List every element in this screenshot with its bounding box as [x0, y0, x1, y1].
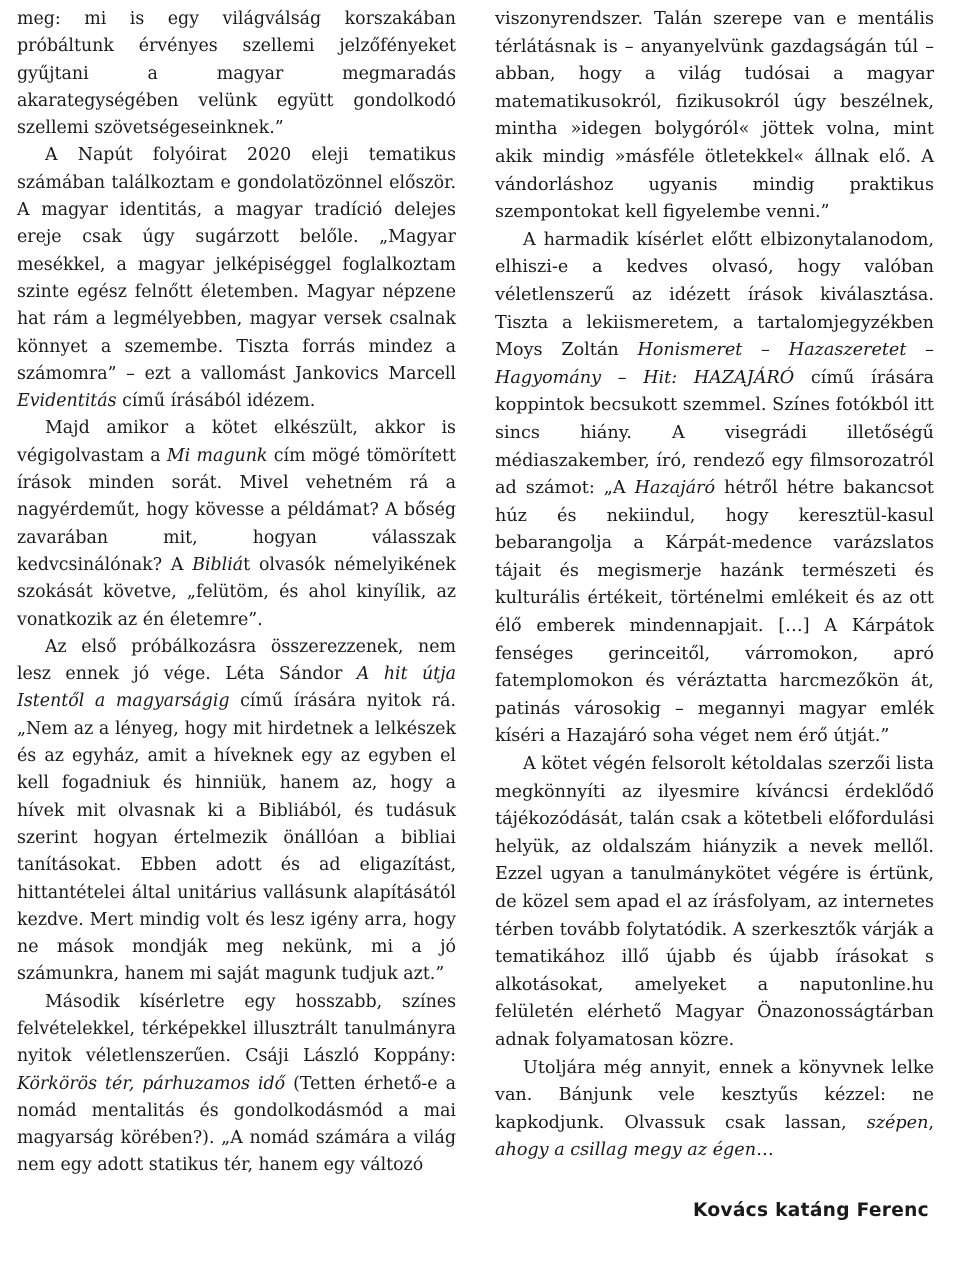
- text-run: Az első próbálkozásra összerezzenek, nem lesz ennek jó vége. Léta Sándor: [17, 636, 456, 685]
- text-run: című írására nyitok rá. „Nem az a lényeg, hogy mit hirdetnek a lelkészek és az egyház, amit a híveknek egy az egyben el kell fogadniuk és hinniük, hanem az, hogy a hívek mit olvasnak ki a Bibliából, és tudásuk szerint hogyan értelmezik önállóan a bibliai tanításokat. Ebben adott és ad eligazítást, hittantételei által unitárius vallásunk alapításától kezdve. Mert mindig volt és lesz igény arra, hogy ne mások mondják meg nekünk, mi a jó számunkra, hanem mi saját magunk tudjuk azt.”: [17, 691, 456, 985]
- text-run: ,: [928, 1112, 934, 1133]
- paragraph: [495, 751, 934, 1055]
- text-run: (Tetten érhető-e a nomád mentalitás és gondolkodásmód a mai magyarság körében?). „A nomád számára a világ nem egy adott statikus tér, hanem egy változó: [17, 1073, 456, 1176]
- paragraph: [17, 142, 456, 415]
- text-run: t olvasók némelyikének szokását követve, „felütöm, és ahol kinyílik, az vonatkozik az én életemre”.: [17, 554, 456, 630]
- italic-title: Evidentitás: [17, 391, 117, 412]
- text-run: A Napút folyóirat 2020 eleji tematikus számában találkoztam e gondolatözönnel először. A magyar identitás, a magyar tradíció delejes ereje csak úgy sugárzott belőle. „Magyar mesékkel, a magyar jelképiséggel foglalkoztam szinte egész felnőtt életemben. Magyar népzene hat rám a legmélyebben, magyar versek csalnak könnyet a szemembe. Tiszta forrás mindez a számomra” – ezt a vallomást Jankovics Marcell: [17, 145, 456, 384]
- paragraph: [17, 6, 456, 142]
- text-run: című írásából idézem.: [116, 391, 316, 412]
- italic-title: Mi magunk: [166, 445, 268, 466]
- text-run: hétről hétre bakancsot húz és nekiindul, hogy keresztül-kasul bebarangolja a Kárpát-medence varázslatos tájait és megismerje hazánk természeti és kulturális értékeit, történelmi emlékeit és az ott élő emberek mindennapjait. […] A Kárpátok fenséges gerinceitől, várromokon, apró fatemplomokon és véráztatta harcmezőkön át, patinás városokig – megannyi magyar emlék kíséri a Hazajáró soha véget nem érő útját.”: [495, 478, 934, 747]
- left-column: [17, 6, 456, 1180]
- italic-title: Bibliá: [192, 554, 244, 575]
- italic-title: A hit útja Istentől a magyarságig: [17, 664, 456, 712]
- text-run: Második kísérletre egy hosszabb, színes felvételekkel, térképekkel illusztrált tanulmányra nyitok véletlenszerűen. Csáji László Koppány:: [17, 991, 456, 1067]
- author-signature: Kovács katáng Ferenc: [692, 1200, 929, 1221]
- paragraph: [17, 415, 456, 633]
- text-run: …: [756, 1140, 774, 1161]
- paragraph: [495, 1055, 934, 1165]
- text-run: című írására koppintok becsukott szemmel. Színes fotókból itt sincs hiány. A visegrádi illetőségű médiaszakember, író, rendező egy filmsorozatról ad számot: „A: [495, 367, 934, 499]
- italic-phrase: ahogy a csillag megy az égen: [495, 1140, 757, 1161]
- text-run: meg: mi is egy világválság korszakában próbáltunk érvényes szellemi jelzőfényeket gyűjtani a magyar megmaradás akarategységében velünk együtt gondolkodó szellemi szövetségeseinknek.”: [17, 9, 456, 139]
- paragraph: [495, 227, 934, 751]
- italic-title: Körkörös tér, párhuzamos idő: [17, 1073, 286, 1094]
- text-run: viszonyrendszer. Talán szerepe van e mentális térlátásnak is – anyanyelvünk gazdagságán túl – abban, hogy a világ tudósai a magyar matematikusokról, fizikusokról úgy beszélnek, mintha »idegen bolygóról« jöttek volna, mint akik mindig »másféle ötletekkel« állnak elő. A vándorláshoz ugyanis mindig praktikus szempontokat kell figyelembe venni.”: [495, 9, 934, 223]
- right-column: [495, 6, 934, 1165]
- text-run: A kötet végén felsorolt kétoldalas szerzői lista megkönnyíti az ilyesmire kíváncsi érdeklődő tájékozódását, talán csak a kötetbeli előfordulási helyük, az oldalszám hiányzik a nevek mellől. Ezzel ugyan a tanulmánykötet végére is értünk, de közel sem apad el az írásfolyam, az internetes térben tovább folytatódik. A szerkesztők várják a tematikához illő újabb és újabb írásokat s alkotásokat, amelyeket a naputonline.hu felületén elérhető Magyar Önazonosságtárban adnak folyamatosan közre.: [495, 754, 935, 1050]
- italic-word: szépen: [866, 1112, 929, 1133]
- italic-title: Hazajáró: [634, 478, 716, 499]
- text-run: cím mögé tömörített írások minden sorát. Mivel vehetném rá a nagyérdeműt, hogy kövesse a példámat? A bőség zavarában mit, hogyan válasszak kedvcsinálónak? A: [17, 445, 456, 575]
- text-run: Majd amikor a kötet elkészült, akkor is végigolvastam a: [17, 418, 456, 466]
- paragraph: [17, 634, 456, 989]
- paragraph: [17, 989, 456, 1180]
- italic-title: Honismeret – Hazaszeretet – Hagyomány – Hit: HAZAJÁRÓ: [495, 340, 934, 388]
- text-run: A harmadik kísérlet előtt elbizonytalanodom, elhiszi-e a kedves olvasó, hogy valóban véletlenszerű az idézett írások kiválasztása. Tiszta a lekiismeretem, a tartalomjegyzékben Moys Zoltán: [495, 229, 934, 361]
- paragraph: [495, 6, 934, 227]
- text-run: Utoljára még annyit, ennek a könyvnek lelke van. Bánjunk vele kesztyűs kézzel: ne kapkodjunk. Olvassuk csak lassan,: [495, 1057, 934, 1133]
